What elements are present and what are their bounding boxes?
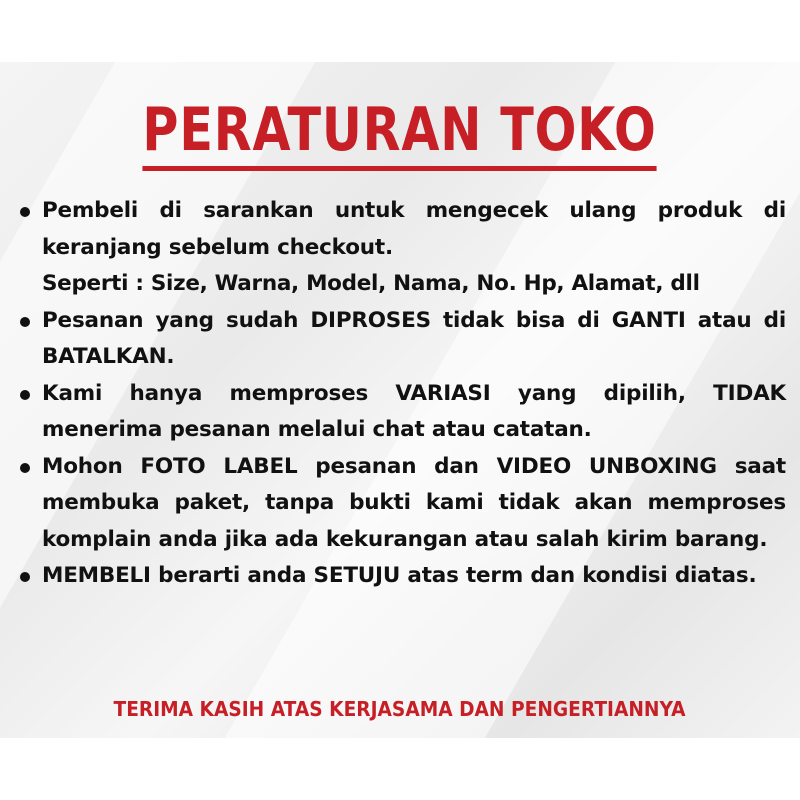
- bullet-icon: [20, 390, 30, 400]
- rule-item: [16, 449, 786, 559]
- rule-text: Pesanan yang sudah DIPROSES tidak bisa di GANTI atau di BATALKAN.: [42, 307, 786, 369]
- rule-item: [16, 558, 786, 595]
- rule-text: MEMBELI berarti anda SETUJU atas term dan kondisi diatas.: [42, 563, 757, 588]
- title-container: [0, 95, 800, 171]
- bullet-icon: [20, 572, 30, 582]
- rule-item: [16, 193, 786, 303]
- page-title: PERATURAN TOKO: [143, 100, 657, 171]
- rule-text: Kami hanya memproses VARIASI yang dipilih, TIDAK menerima pesanan melalui chat atau catatan.: [42, 380, 786, 442]
- rule-text: Pembeli di sarankan untuk mengecek ulang produk di keranjang sebelum checkout.: [42, 198, 786, 260]
- rule-subtext: Seperti : Size, Warna, Model, Nama, No. Hp, Alamat, dll: [42, 271, 700, 296]
- footer-message-container: [0, 697, 800, 721]
- rule-item: [16, 376, 786, 449]
- footer-message: TERIMA KASIH ATAS KERJASAMA DAN PENGERTIANNYA: [113, 697, 687, 721]
- rule-text: Mohon FOTO LABEL pesanan dan VIDEO UNBOXING saat membuka paket, tanpa bukti kami tidak akan memproses komplain anda jika ada kekurangan atau salah kirim barang.: [42, 453, 786, 552]
- bullet-icon: [20, 317, 30, 327]
- bullet-icon: [20, 207, 30, 217]
- rule-item: [16, 303, 786, 376]
- bullet-icon: [20, 463, 30, 473]
- rules-list: [16, 193, 786, 595]
